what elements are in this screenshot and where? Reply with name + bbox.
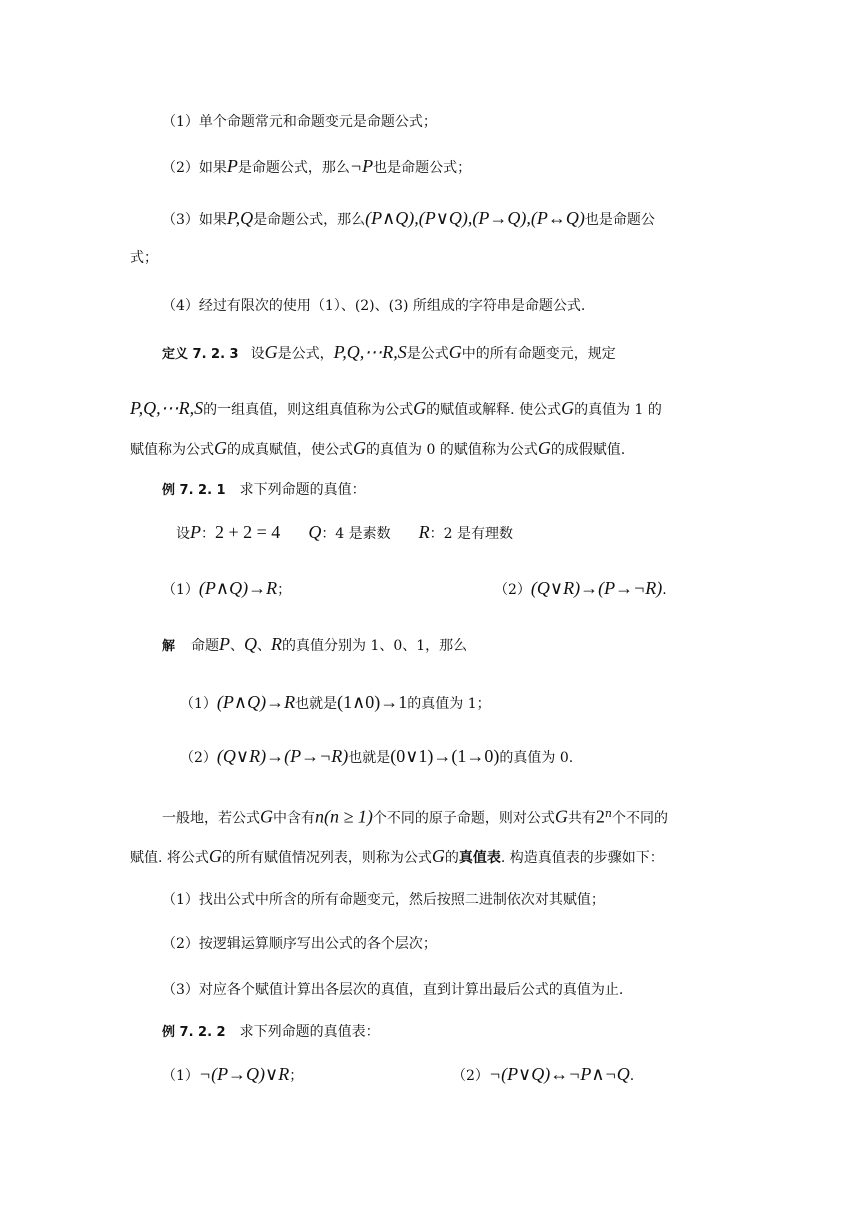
sol2-mid: 也就是 [348, 750, 391, 766]
example-2-item-1 [162, 1064, 303, 1086]
rule-3-pq: P,Q [226, 208, 254, 228]
example-1-prompt: 求下列命题的真值： [239, 482, 366, 498]
solution-text-a: 命题 [191, 638, 220, 654]
rule-2-text-a: （2）如果 [162, 160, 227, 176]
def-l3-text-c: 的真值为 0 的赋值称为公式 [366, 442, 538, 458]
ex2-item2-num: （2） [452, 1068, 489, 1084]
premise-set: 设 [176, 526, 190, 542]
def-l3-g-2: G [353, 438, 366, 458]
premise-p: P [190, 522, 201, 542]
general-n-expr: n(n ≥ 1) [315, 806, 373, 827]
sol1-value: (1∧0)→1 [337, 692, 408, 712]
rule-2-negp: ¬P [349, 156, 374, 176]
def-l2-vars: P,Q,⋯R,S [130, 398, 204, 418]
def-text-a: 设 [250, 346, 265, 362]
rule-3-cont [130, 248, 158, 268]
solution-p: P [219, 634, 231, 654]
step-3-text: （3）对应各个赋值计算出各层次的真值，直到计算出最后公式的真值为止. [162, 982, 624, 998]
rule-3-text-a: （3）如果 [162, 212, 227, 228]
ex2-item1-end: ； [289, 1068, 304, 1084]
def-text-b: 是公式， [277, 346, 334, 362]
step-3 [162, 980, 623, 1000]
def-l2-text-c: 的真值为 1 的 [574, 402, 662, 418]
example-1-item-1 [162, 578, 291, 600]
rule-1 [162, 112, 437, 132]
ex1-item2-end: . [662, 582, 667, 598]
solution-r: R [271, 634, 283, 654]
general-text-c: 个不同的原子命题，则对公式 [372, 810, 555, 827]
rule-3-text-d: 式； [130, 250, 158, 266]
general-l2-de: 的 [444, 850, 459, 866]
solution-step-1 [180, 692, 491, 714]
example-2-header [162, 1022, 380, 1043]
def-l3-text-b: 的成真赋值，使公式 [227, 442, 353, 458]
general-l2-g-2: G [431, 846, 445, 866]
general-line-2 [130, 846, 664, 868]
truth-table-term: 真值表 [458, 850, 501, 866]
step-1 [162, 890, 605, 910]
sol2-end: 的真值为 0. [499, 750, 574, 766]
def-vars: P,Q,⋯R,S [333, 342, 407, 362]
def-text-d: 中的所有命题变元，规定 [461, 346, 616, 362]
def-l3-g-3: G [537, 438, 551, 458]
rule-3-text-b: 是命题公式，那么 [253, 212, 366, 228]
ex1-item2-formula: (Q∨R)→(P→¬R) [530, 578, 663, 598]
premise-r-text: ：2 是有理数 [429, 526, 514, 542]
premise-r: R [418, 522, 430, 542]
general-g-2: G [554, 806, 568, 827]
def-l3-g: G [214, 438, 227, 458]
def-l2-g: G [413, 398, 427, 418]
sol1-formula: (P∧Q)→R [216, 692, 296, 712]
rule-2-text-b: 是命题公式，那么 [237, 160, 350, 176]
premise-equation: 2 + 2 = 4 [215, 522, 281, 542]
def-l2-text-a: 的一组真值，则这组真值称为公式 [203, 402, 414, 418]
solution-step-2 [180, 746, 573, 768]
premise-q: Q [308, 522, 322, 542]
general-text-a: 一般地，若公式 [162, 810, 260, 827]
definition-line-3 [130, 438, 625, 460]
definition-line-2 [130, 398, 662, 420]
step-1-text: （1）找出公式中所含的所有命题变元，然后按照二进制依次对其赋值； [162, 892, 605, 908]
ex2-item2-end: . [629, 1068, 635, 1084]
ex1-item1-formula: (P∧Q)→R [198, 578, 278, 598]
solution-line [162, 634, 467, 657]
def-l2-g-2: G [561, 398, 575, 418]
rule-3-text-c: 也是命题公 [584, 212, 655, 228]
ex2-item1-formula: ¬(P→Q)∨R [198, 1064, 290, 1084]
general-two: 2 [595, 806, 605, 827]
general-l2-text-a: 赋值. 将公式 [130, 850, 209, 866]
step-2 [162, 934, 437, 954]
solution-text-b: 的真值分别为 1、0、1，那么 [282, 638, 468, 654]
sol1-mid: 也就是 [295, 696, 338, 712]
general-l2-g: G [208, 846, 222, 866]
rule-1-text: （1）单个命题常元和命题变元是命题公式； [162, 114, 437, 130]
example-1-label: 例 7. 2. 1 [162, 483, 226, 498]
sol2-value: (0∨1)→(1→0) [390, 746, 500, 766]
def-l2-text-b: 的赋值或解释. 使公式 [426, 402, 562, 418]
rule-2 [162, 156, 471, 178]
example-1-header [162, 480, 366, 501]
sol2-formula: (Q∨R)→(P→¬R) [216, 746, 349, 766]
premise-colon: ： [201, 526, 215, 542]
general-l2-text-b: 的所有赋值情况列表，则称为公式 [221, 850, 432, 866]
ex2-item1-num: （1） [162, 1068, 199, 1084]
sol1-num: （1） [180, 696, 217, 712]
definition-label: 定义 7. 2. 3 [162, 347, 239, 362]
solution-sep-1: 、 [230, 638, 245, 654]
example-2-item-2 [452, 1064, 634, 1086]
ex2-item2-formula: ¬(P∨Q)↔¬P∧¬Q [488, 1064, 630, 1084]
rule-2-p: P [226, 156, 238, 176]
ex1-item2-num: （2） [494, 582, 531, 598]
solution-sep-2: 、 [257, 638, 272, 654]
ex1-item1-end: ； [277, 582, 292, 598]
example-1-premises [176, 522, 513, 544]
general-g: G [260, 806, 273, 827]
rule-4-text: （4）经过有限次的使用（1）、(2)、(3) 所组成的字符串是命题公式. [162, 298, 586, 314]
general-n-sup: n [604, 807, 612, 820]
step-2-text: （2）按逻辑运算顺序写出公式的各个层次； [162, 936, 437, 952]
solution-label: 解 [162, 639, 176, 654]
general-l2-text-c: . 构造真值表的步骤如下： [500, 850, 664, 866]
rule-2-text-c: 也是命题公式； [373, 160, 472, 176]
solution-q: Q [244, 634, 258, 654]
def-l3-text-a: 赋值称为公式 [130, 442, 214, 458]
definition-line-1 [162, 342, 616, 365]
general-line-1 [162, 804, 668, 829]
sol1-end: 的真值为 1； [407, 696, 491, 712]
example-1-item-2 [494, 578, 667, 600]
ex1-item1-num: （1） [162, 582, 199, 598]
sol2-num: （2） [180, 750, 217, 766]
def-g-2: G [448, 342, 462, 362]
rule-4 [162, 296, 585, 316]
general-text-b: 中含有 [273, 810, 315, 827]
def-text-c: 是公式 [406, 346, 449, 362]
general-text-e: 个不同的 [611, 810, 668, 827]
premise-q-text: ：4 是素数 [321, 526, 391, 542]
rule-3 [162, 208, 655, 230]
example-2-prompt: 求下列命题的真值表： [239, 1024, 380, 1040]
rule-3-formulas: (P∧Q),(P∨Q),(P→Q),(P↔Q) [365, 208, 585, 228]
def-g: G [264, 342, 278, 362]
general-text-d: 共有 [567, 810, 596, 827]
def-l3-text-d: 的成假赋值. [550, 442, 626, 458]
example-2-label: 例 7. 2. 2 [162, 1025, 226, 1040]
